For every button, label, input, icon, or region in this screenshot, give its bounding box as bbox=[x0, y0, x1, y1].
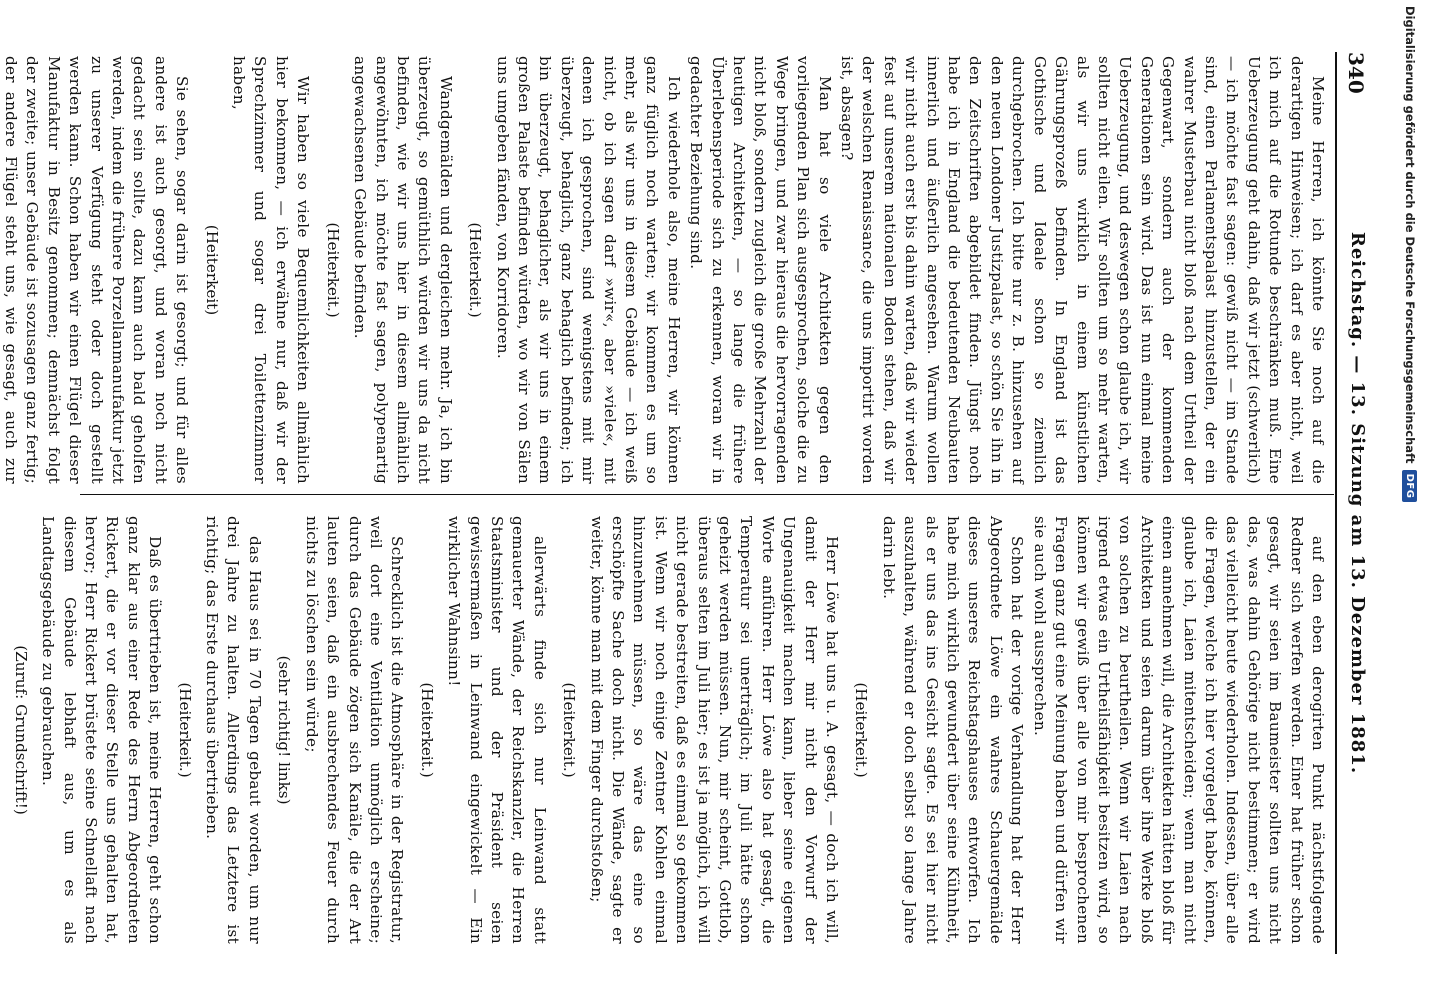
paragraph: Herr Löwe hat uns u. A. gesagt, — doch ich will, damit der Herr mir nicht den Vorwurf der Ungenauigkeit machen kann, lieber seine eigenen Worte anführen. Herr Löwe also hat gesagt, die Temperatur sei unerträglich; im Juli hätte schon geheizt werden müssen. Nun, mir scheint, Gottlob, überaus selten im Juli hier; es ist ja möglich, ich will nicht gerade bestreiten, daß es einmal so gekommen ist. Wenn wir noch einige Zentner Kohlen einmal hinzunehmen müssen, so wäre das eine so erschöpfte Sache doch nicht. Die Wände, sagte er weiter, könne man mit dem Finger durchstoßen; bbox=[587, 516, 842, 944]
stage-direction: (Heiterkeit.) bbox=[417, 682, 436, 778]
stage-direction: (Heiterkeit.) bbox=[175, 682, 194, 778]
paragraph: auf den eben derogirten Punkt nächstfolgende Redner sich werfen werden. Einer hat früher schon gesagt, wir seien im Baumeister sollten uns nicht das, was dahin Gehörige nicht bestimmen; er wird das vielleicht heute wiederholen. Indessen, über alle die Fragen, welche ich hier vorgelegt habe, können, glaube ich, Laien mitentscheiden; wenn man nicht einen annehmen will, die Architekten hätten bloß für Architekten und seien darum über ihre Werke bloß von solchen zu beurtheilen. Wenn wir Laien nach irgend etwas ein Urtheilsfähigkeit besitzen wird, so können wir gewiß über alle von mir besprochenen Fragen ganz gut eine Meinung haben und dürfen wir sie auch wohl aussprechen. bbox=[1030, 516, 1327, 944]
paragraph: allerwärts finde sich nur Leinwand statt gemauerter Wände, der Reichskanzler, die Herren Staatsminister und der Präsident seien gewissermaßen in Leinwand eingewickelt — Ein wirklicher Wahnsinn! bbox=[445, 516, 549, 944]
paragraph: Schon hat der vorige Verhandlung hat der Herr Abgeordnete Löwe ein wahres Schauergemälde dieses unseres Reichstagshauses entworfen. Ich habe mich wirklich gewundert über seine Kühnheit, als er uns das ins Gesicht sagte. Es sei hier nicht auszuhalten, während er doch selbst so lange Jahre darin lebt. bbox=[879, 516, 1027, 944]
stage-direction: (Heiterkeit.) bbox=[323, 222, 342, 318]
paragraph: Sie sehen, sogar darin ist gesorgt; und für alles andere ist auch gesorgt, und woran noch nicht gedacht sein sollte, dazu kann auch bald geholfen werden, indem die frühere Porzellanmanufaktur jetzt zu unserer Verfügung steht oder doch gestellt werden kann. Schon haben wir einen Flügel dieser Manufaktur in Besitz genommen; demnächst folgt der zweite; unser Gebäude ist sozusagen ganz fertig; der andere Flügel steht uns, wie gesagt, auch zur bbox=[2, 56, 192, 484]
digitization-credit bbox=[1392, 6, 1428, 994]
paragraph: Schrecklich ist die Atmosphäre in der Registratur, weil dort eine Ventilation unmöglich erscheine; durch das Gebäude zögen sich Kanäle, die der Art lauten seien, daß ein ausbrechendes Feuer durch nichts zu löschen sein würde; bbox=[302, 516, 407, 944]
page-header bbox=[1342, 52, 1368, 954]
paragraph: Wandgemälden und dergleichen mehr. Ja, ich bin überzeugt, so gemüthlich würden wir uns da nicht befinden, wie wir uns hier in diesem allmählich angewöhnten, ich möchte fast sagen, polypenartig angewachsenen Gebäude befinden. bbox=[351, 56, 455, 484]
page-title: Reichstag. — 13. Sitzung am 13. Dezember 1881. bbox=[1347, 231, 1368, 775]
stage-direction: (Heiterkeit) bbox=[202, 224, 221, 316]
page-number: 340 bbox=[1344, 52, 1368, 94]
left-column bbox=[0, 56, 1328, 484]
paragraph bbox=[0, 516, 1, 944]
dfg-logo: DFG bbox=[1403, 470, 1418, 503]
stage-direction: (Heiterkeit.) bbox=[466, 222, 485, 318]
paragraph: Ich wiederhole also, meine Herren, wir können ganz füglich noch warten; wir kommen es um so mehr, als wir uns in diesem Gebäude — ich weiß nicht, ob ich sagen darf »wir«, aber »viele«, mit denen ich gesprochen, sind wenigstens mit mir überzeugt, behaglich, ganz behaglich befinden; ich bin überzeugt, behaglicher, als wir uns in einem großen Palaste befinden würden, wo wir von Sälen uns umgeben fänden, von Korridoren. bbox=[493, 56, 683, 484]
credit-text: Digitalisierung gefördert durch die Deutsche Forschungsgemeinschaft bbox=[1403, 6, 1417, 464]
stage-direction: (Heiterkeit.) bbox=[560, 682, 579, 778]
paragraph: das Haus sei in 70 Tagen gebaut worden, um nur drei Jahre zu halten. Allerdings das Letztere ist richtig; das Erste durchaus übertrieben. bbox=[203, 516, 264, 944]
stage-direction: (Zuruf: Grundschrift!) bbox=[11, 645, 30, 815]
stage-direction: (Heiterkeit.) bbox=[852, 682, 871, 778]
stage-direction: (sehr richtig! links) bbox=[275, 655, 294, 805]
paragraph: Man hat so viele Architekten gegen den vorliegenden Plan sich ausgesprochen, solche die zu Wege bringen, und zwar hieraus die hervorragenden nicht bloß, sondern zugleich die große Mehrzahl der heutigen Architekten, — so lange die frühere Überlebensperiode sich zu erkennen, woran wir in gedachter Beziehung sind. bbox=[687, 56, 834, 484]
paragraph: Daß es übertrieben ist, meine Herren, geht schon ganz klar aus einer Rede des Herrn Abgeordneten Rickert, die er vor dieser Stelle uns gehalten hat, hervor; Herr Rickert brüstete seine Schnellaft nach diesem Gebäude lebhaft aus, um es als Landtagsgebäude zu gebrauchen. bbox=[39, 516, 165, 944]
right-column bbox=[0, 516, 1328, 944]
header-rule bbox=[1335, 52, 1337, 954]
paragraph: Meine Herren, ich könnte Sie noch auf die derartigen Hinweisen; ich darf es aber nicht, weil ich mich auf die Rotunde beschränken muß. Eine Ueberzeugung geht dahin, daß wir jetzt (schwerlich) — ich möchte fast sagen: gewiß nicht — im Stande sind, einen Parlamentspalast hinzustellen, der ein wahrer Musterbau nicht bloß nach dem Urtheil der Gegenwart, sondern auch der kommenden Generationen sein wird. Das ist nun einmal meine Ueberzeugung, und deswegen schon glaube ich, wir sollten nicht eilen. Wir sollten um so mehr warten, als wir uns wirklich in einem künstlichen Gährungsprozeß befinden. In England ist das Gothische und Ideale schon so ziemlich durchgebrochen. Ich bitte nur z. B. hinzusehen auf den neuen Londoner Justizpalast, so schön Sie ihn in den Zeitschriften abgebildet finden. Jüngst noch habe ich in England die bedeutenden Neubauten innerlich und äußerlich angesehen. Warum wollen wir nicht auch erst bis dahin warten, daß wir wieder fest auf unserem nationalen Boden stehen, daß wir der welschen Renaissance, die uns importirt worden ist, absagen? bbox=[838, 56, 1327, 484]
column-divider bbox=[80, 494, 1334, 495]
paragraph: Wir haben so viele Bequemlichkeiten allmählich hier bekommen, — ich erwähne nur, daß wir der Sprechzimmer und sogar drei Toilettenzimmer haben, bbox=[230, 56, 313, 484]
